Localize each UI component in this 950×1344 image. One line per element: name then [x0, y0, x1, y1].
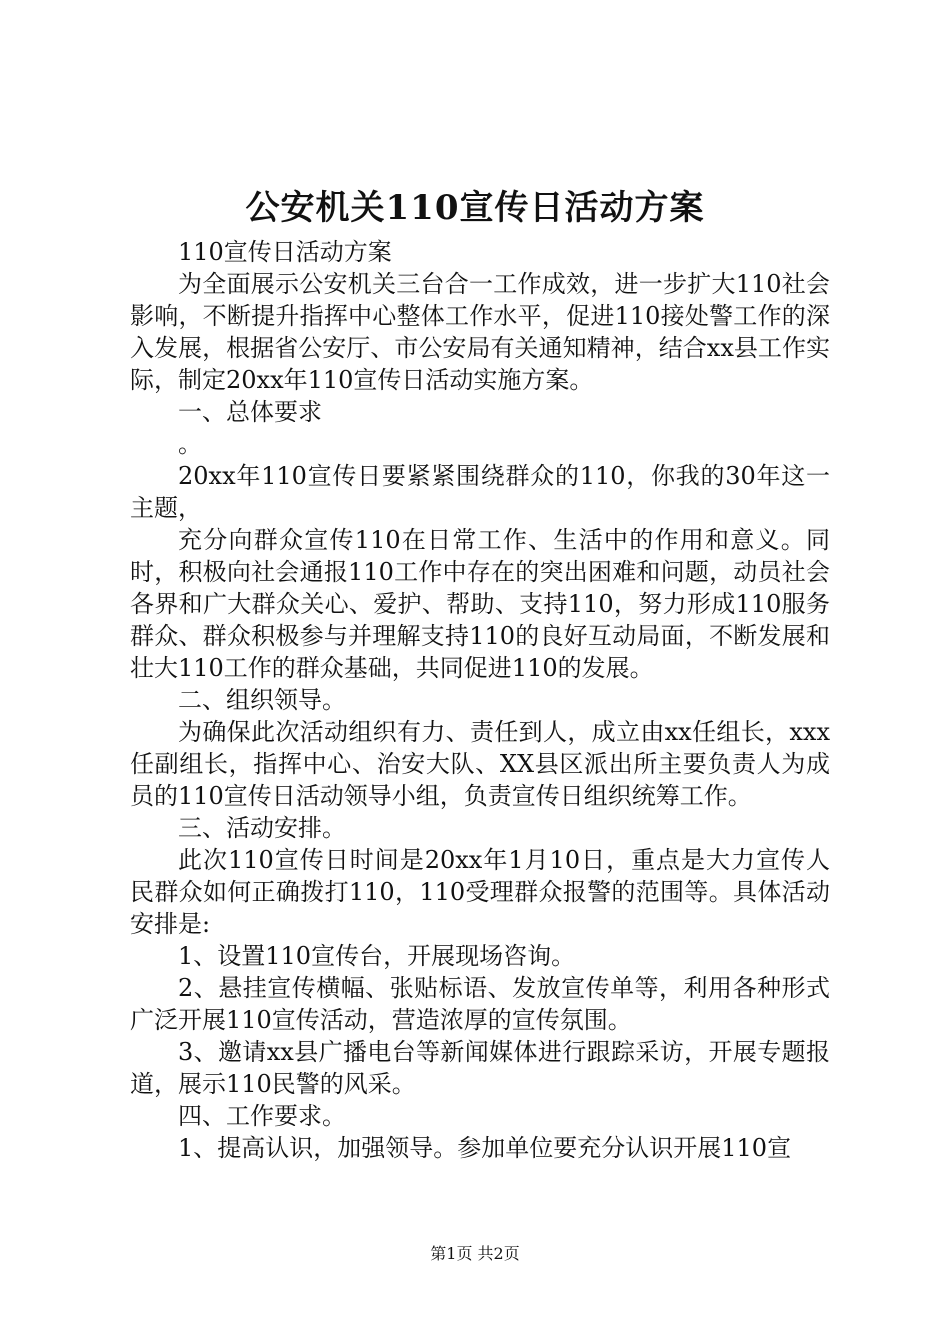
- page-footer: 第1页 共2页: [430, 1244, 520, 1263]
- paragraph: 。: [178, 430, 202, 458]
- section-heading: 一、总体要求: [178, 398, 322, 426]
- paragraph: 充分向群众宣传110在日常工作、生活中的作用和意义。同时，积极向社会通报110工作中存在的突出困难和问题，动员社会各界和广大群众关心、爱护、帮助、支持110，努力形成110服务群众、群众积极参与并理解支持110的良好互动局面，不断发展和壮大110工作的群众基础，共同促进110的发展。: [130, 526, 830, 682]
- paragraph: 为确保此次活动组织有力、责任到人，成立由xx任组长，xxx任副组长，指挥中心、治安大队、XX县区派出所主要负责人为成员的110宣传日活动领导小组，负责宣传日组织统筹工作。: [130, 718, 830, 810]
- list-item: 2、悬挂宣传横幅、张贴标语、发放宣传单等，利用各种形式广泛开展110宣传活动，营造浓厚的宣传氛围。: [130, 974, 830, 1034]
- section-heading: 四、工作要求。: [178, 1102, 346, 1130]
- paragraph: 为全面展示公安机关三台合一工作成效，进一步扩大110社会影响，不断提升指挥中心整体工作水平，促进110接处警工作的深入发展，根据省公安厅、市公安局有关通知精神，结合xx县工作实际，制定20xx年110宣传日活动实施方案。: [130, 270, 830, 394]
- paragraph: 110宣传日活动方案: [178, 238, 392, 266]
- section-heading: 三、活动安排。: [178, 814, 346, 842]
- list-item: 1、设置110宣传台，开展现场咨询。: [178, 942, 576, 970]
- document-body: [130, 236, 830, 1164]
- list-item: 3、邀请xx县广播电台等新闻媒体进行跟踪采访，开展专题报道，展示110民警的风采。: [130, 1038, 830, 1098]
- paragraph: 20xx年110宣传日要紧紧围绕群众的110，你我的30年这一主题，: [130, 462, 830, 522]
- document-title: 公安机关110宣传日活动方案: [245, 188, 705, 228]
- list-item: 1、提高认识，加强领导。参加单位要充分认识开展110宣: [178, 1134, 792, 1162]
- paragraph: 此次110宣传日时间是20xx年1月10日，重点是大力宣传人民群众如何正确拨打110，110受理群众报警的范围等。具体活动安排是:: [130, 846, 830, 938]
- section-heading: 二、组织领导。: [178, 686, 346, 714]
